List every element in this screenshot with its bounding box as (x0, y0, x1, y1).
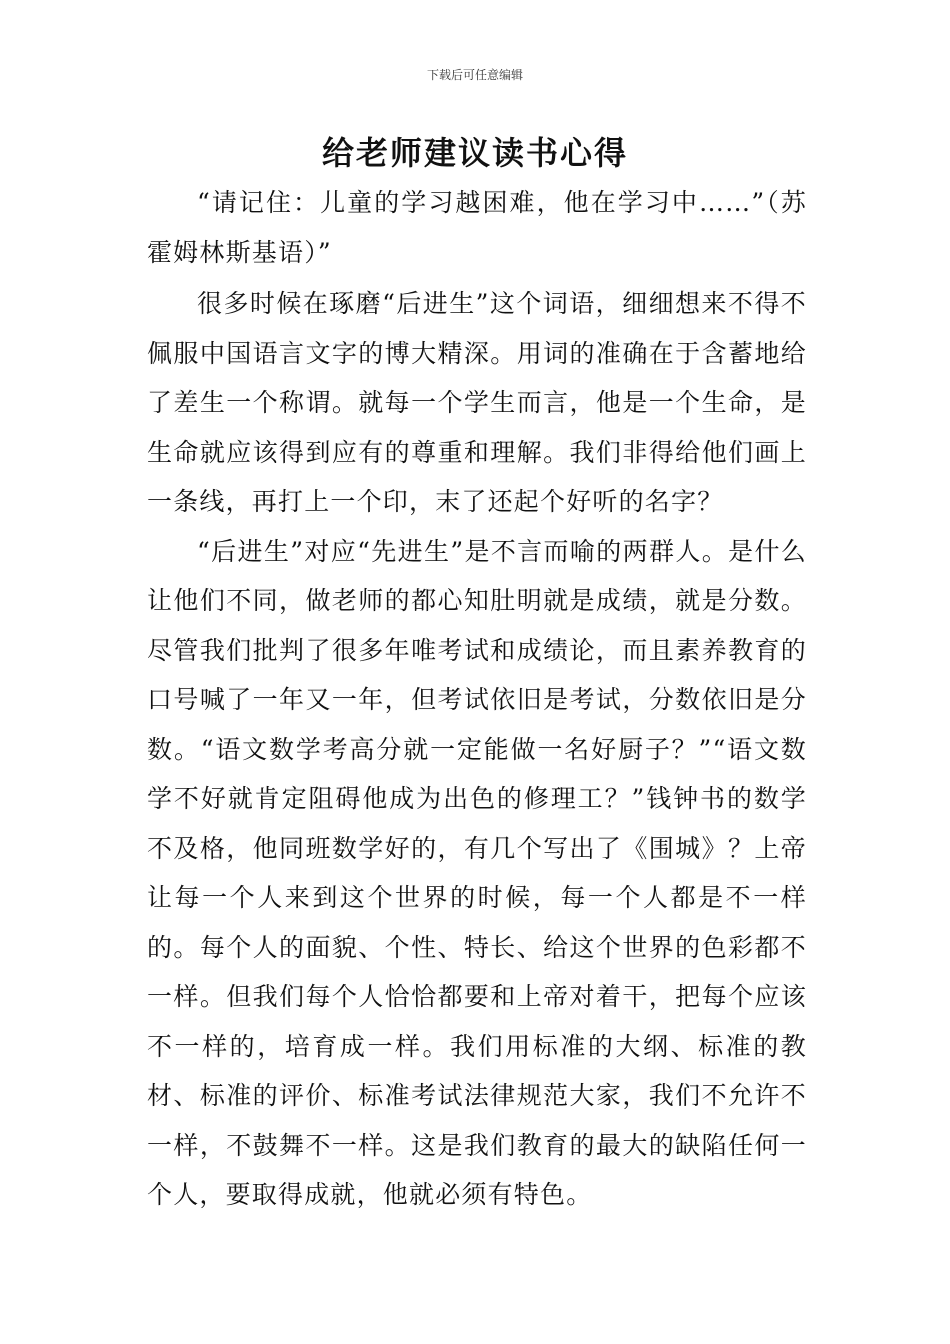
body-paragraph: “后进生”对应“先进生”是不言而喻的两群人。是什么让他们不同，做老师的都心知肚明就是成绩，就是分数。尽管我们批判了很多年唯考试和成绩论，而且素养教育的口号喊了一年又一年，但考试依旧是考试，分数依旧是分数。“语文数学考高分就一定能做一名好厨子？”“语文数学不好就肯定阻碍他成为出色的修理工？”钱钟书的数学不及格，他同班数学好的，有几个写出了《围城》？上帝让每一个人来到这个世界的时候，每一个人都是不一样的。每个人的面貌、个性、特长、给这个世界的色彩都不一样。但我们每个人恰恰都要和上帝对着干，把每个应该不一样的，培育成一样。我们用标准的大纲、标准的教材、标准的评价、标准考试法律规范大家，我们不允许不一样，不鼓舞不一样。这是我们教育的最大的缺陷任何一个人，要取得成就，他就必须有特色。 (147, 536, 807, 1209)
quote-paragraph: “请记住：儿童的学习越困难，他在学习中……”（苏霍姆林斯基语）” (147, 188, 807, 267)
header-note: 下载后可任意编辑 (426, 68, 523, 82)
document-body (147, 178, 807, 1220)
body-paragraph: 很多时候在琢磨“后进生”这个词语，细细想来不得不佩服中国语言文字的博大精深。用词的准确在于含蓄地给了差生一个称谓。就每一个学生而言，他是一个生命，是生命就应该得到应有的尊重和理解。我们非得给他们画上一条线，再打上一个印，末了还起个好听的名字？ (147, 289, 807, 516)
document-title: 给老师建议读书心得 (321, 134, 628, 172)
